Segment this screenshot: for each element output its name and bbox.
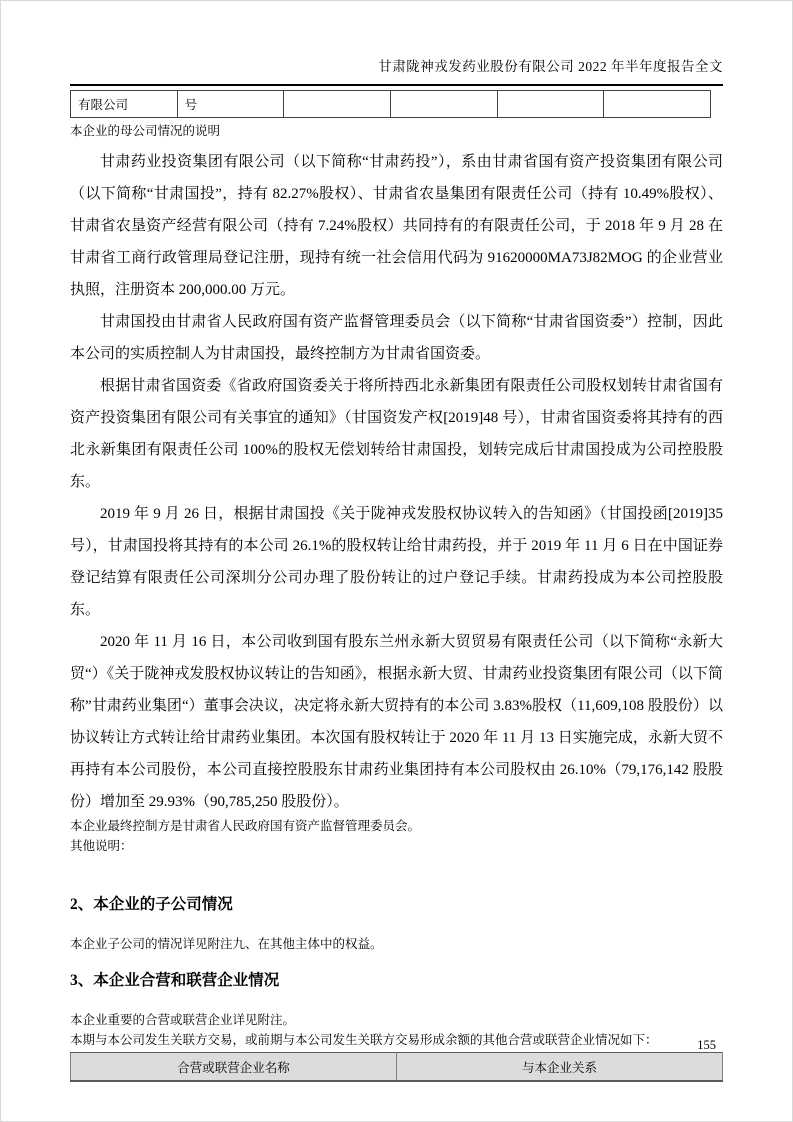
table-cell [604,91,711,118]
paragraph-parent-company: 甘肃药业投资集团有限公司（以下简称“甘肃药投”），系由甘肃省国有资产投资集团有限公司（以下简称“甘肃国投”，持有 82.27%股权）、甘肃省农垦集团有限责任公司（持有 10.49%股权）、甘肃省农垦资产经营有限公司（持有 7.24%股权）共同持有的有限责任公司，于 2018 年 9 月 28 在甘肃省工商行政管理局登记注册，现持有统一社会信用代码为 91620000MA73J82MOG 的企业营业执照，注册资本 200,000.00 万元。 [70,154,723,298]
table-header-row [71,1053,723,1082]
section-3-line-1: 本企业重要的合营或联营企业详见附注。 [70,1013,296,1027]
continued-table-fragment [70,90,711,118]
table-cell [284,91,391,118]
parent-company-note-label: 本企业的母公司情况的说明 [70,124,221,138]
other-note-label: 其他说明： [70,839,133,853]
column-header-relationship: 与本企业关系 [397,1053,723,1082]
ultimate-controller-note: 本企业最终控制方是甘肃省人民政府国有资产监督管理委员会。 [70,819,421,833]
paragraph-equity-transfer-2019-notice: 根据甘肃省国资委《省政府国资委关于将所持西北永新集团有限责任公司股权划转甘肃省国有资产投资集团有限公司有关事宜的通知》（甘国资发产权[2019]48 号），甘肃省国资委将其持有的西北永新集团有限责任公司 100%的股权无偿划转给甘肃国投，划转完成后甘肃国投成为公司控股股东。 [70,378,723,490]
table-cell [390,91,497,118]
section-2-heading: 2、本企业的子公司情况 [70,896,233,913]
paragraph-controller: 甘肃国投由甘肃省人民政府国有资产监督管理委员会（以下简称“甘肃省国资委”）控制，因此本公司的实质控制人为甘肃国投，最终控制方为甘肃省国资委。 [70,314,723,362]
section-2-body: 本企业子公司的情况详见附注九、在其他主体中的权益。 [70,937,383,951]
section-3-heading: 3、本企业合营和联营企业情况 [70,972,280,989]
column-header-jv-name: 合营或联营企业名称 [71,1053,397,1082]
joint-venture-table [70,1052,723,1082]
table-cell [497,91,604,118]
main-content [70,121,723,1082]
page-number: 155 [697,1038,716,1052]
table-cell: 有限公司 [71,91,178,118]
header-rule [70,84,723,86]
table-cell: 号 [177,91,284,118]
paragraph-equity-transfer-2019: 2019 年 9 月 26 日，根据甘肃国投《关于陇神戎发股权协议转入的告知函》（甘国投函[2019]35 号），甘肃国投将其持有的本公司 26.1%的股权转让给甘肃药投，并于 2019 年 11 月 6 日在中国证券登记结算有限责任公司深圳分公司办理了股份转让的过户登记手续。甘肃药投成为本公司控股股东。 [70,506,723,618]
section-3-line-2: 本期与本公司发生关联方交易，或前期与本公司发生关联方交易形成余额的其他合营或联营企业情况如下： [70,1033,658,1047]
report-title: 甘肃陇神戎发药业股份有限公司 2022 年半年度报告全文 [378,59,723,74]
table-row [71,91,711,118]
running-header [70,55,723,75]
paragraph-equity-transfer-2020: 2020 年 11 月 16 日，本公司收到国有股东兰州永新大贸贸易有限责任公司（以下简称“永新大贸“）《关于陇神戎发股权协议转让的告知函》，根据永新大贸、甘肃药业投资集团有限公司（以下简称”甘肃药业集团“）董事会决议，决定将永新大贸持有的本公司 3.83%股权（11,609,108 股股份）以协议转让方式转让给甘肃药业集团。本次国有股权转让于 2020 年 11 月 13 日实施完成，永新大贸不再持有本公司股份，本公司直接控股股东甘肃药业集团持有本公司股权由 26.10%（79,176,142 股股份）增加至 29.93%（90,785,250 股股份）。 [70,634,723,810]
